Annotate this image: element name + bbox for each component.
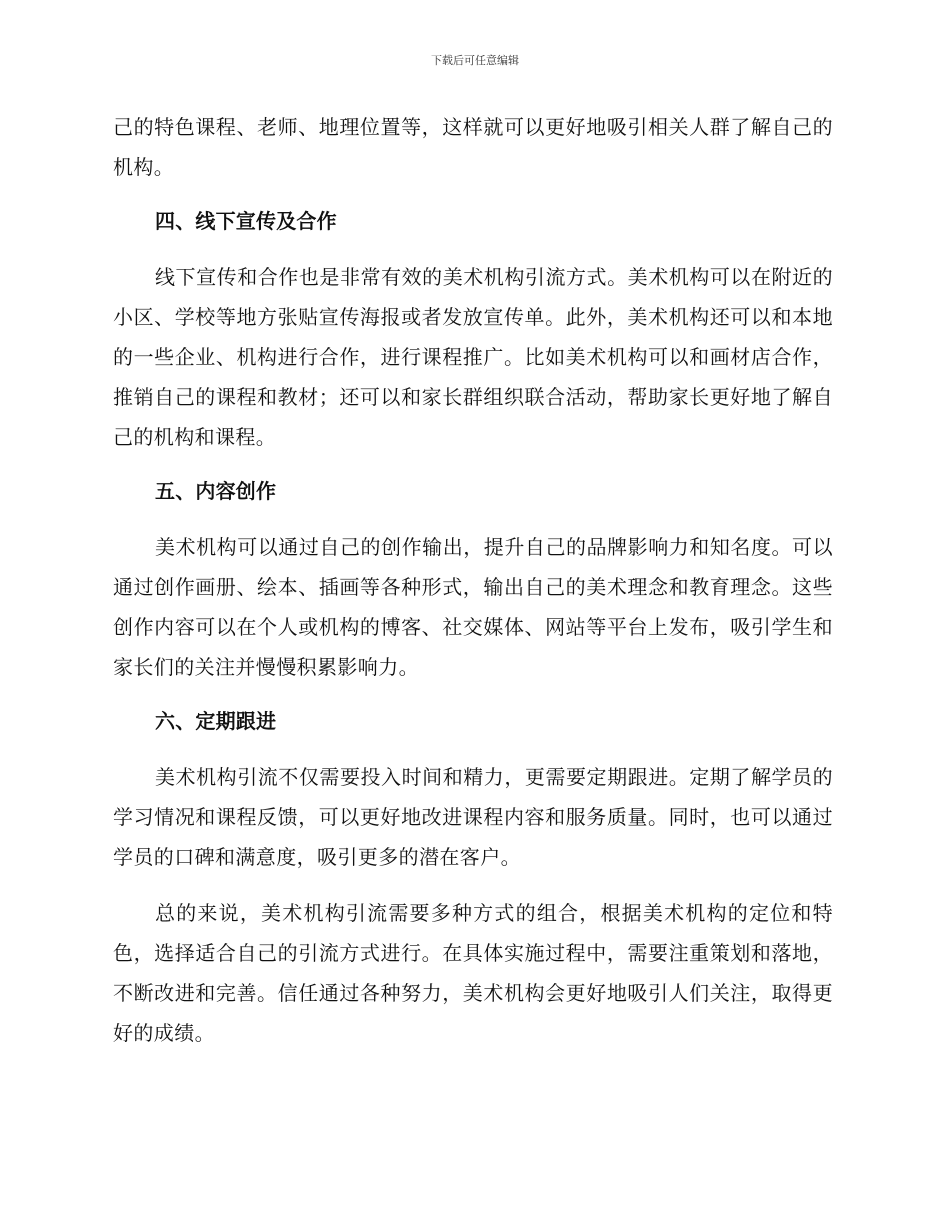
paragraph-spacer bbox=[113, 877, 833, 893]
paragraph-spacer bbox=[113, 187, 833, 201]
section4-heading: 四、线下宣传及合作 bbox=[155, 209, 337, 233]
paragraph-spacer bbox=[113, 687, 833, 701]
intro-continuation-paragraph: 己的特色课程、老师、地理位置等，这样就可以更好地吸引相关人群了解自己的机构。 bbox=[113, 115, 833, 179]
section5-heading: 五、内容创作 bbox=[155, 479, 277, 503]
paragraph-spacer bbox=[113, 241, 833, 257]
page-header: 下载后可任意编辑 bbox=[431, 54, 519, 67]
paragraph-spacer bbox=[113, 741, 833, 757]
paragraph-spacer bbox=[113, 457, 833, 471]
section4-paragraph: 线下宣传和合作也是非常有效的美术机构引流方式。美术机构可以在附近的小区、学校等地方张贴宣传海报或者发放宣传单。此外，美术机构还可以和本地的一些企业、机构进行合作，进行课程推广。比如美术机构可以和画材店合作，推销自己的课程和教材；还可以和家长群组织联合活动，帮助家长更好地了解自己的机构和课程。 bbox=[113, 265, 833, 449]
document-body bbox=[113, 107, 833, 1053]
section6-heading: 六、定期跟进 bbox=[155, 709, 277, 733]
section5-paragraph: 美术机构可以通过自己的创作输出，提升自己的品牌影响力和知名度。可以通过创作画册、绘本、插画等各种形式，输出自己的美术理念和教育理念。这些创作内容可以在个人或机构的博客、社交媒体、网站等平台上发布，吸引学生和家长们的关注并慢慢积累影响力。 bbox=[113, 535, 833, 679]
conclusion-paragraph: 总的来说，美术机构引流需要多种方式的组合，根据美术机构的定位和特色，选择适合自己的引流方式进行。在具体实施过程中，需要注重策划和落地，不断改进和完善。信任通过各种努力，美术机构会更好地吸引人们关注，取得更好的成绩。 bbox=[113, 901, 833, 1045]
paragraph-spacer bbox=[113, 511, 833, 527]
section6-paragraph: 美术机构引流不仅需要投入时间和精力，更需要定期跟进。定期了解学员的学习情况和课程反馈，可以更好地改进课程内容和服务质量。同时，也可以通过学员的口碑和满意度，吸引更多的潜在客户。 bbox=[113, 765, 833, 869]
